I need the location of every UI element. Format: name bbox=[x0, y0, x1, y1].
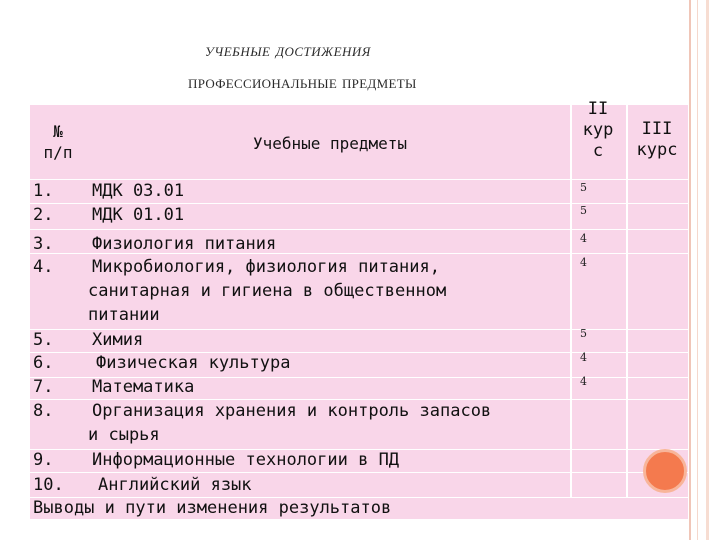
subject-name-continued: санитарная и гигиена в общественном bbox=[88, 281, 447, 301]
subject-name-continued: питании bbox=[88, 305, 160, 325]
subject-name-continued: и сырья bbox=[88, 425, 160, 445]
row-number: 8. bbox=[33, 401, 54, 421]
subject-name: Английский язык bbox=[98, 475, 252, 495]
orange-circle-decoration bbox=[643, 449, 687, 493]
column-divider bbox=[626, 105, 628, 497]
subject-name: Химия bbox=[92, 330, 144, 350]
subject-name: Физиология питания bbox=[92, 234, 277, 254]
row-number: 2. bbox=[33, 205, 54, 225]
grade-course-ii: 5 bbox=[580, 181, 587, 194]
grade-course-ii: 4 bbox=[580, 351, 587, 364]
row-number: 3. bbox=[33, 234, 54, 254]
row-number: 5. bbox=[33, 330, 54, 350]
subject-name: Информационные технологии в ПД bbox=[92, 450, 400, 470]
header-number: № п/п bbox=[43, 122, 73, 162]
subject-name: Организация хранения и контроль запасов bbox=[92, 401, 492, 421]
row-divider bbox=[30, 229, 688, 230]
subject-name: Микробиология, физиология питания, bbox=[92, 257, 440, 277]
grade-course-ii: 5 bbox=[580, 204, 587, 217]
row-number: 10. bbox=[33, 475, 64, 495]
row-number: 9. bbox=[33, 450, 54, 470]
column-divider bbox=[570, 105, 572, 497]
row-number: 4. bbox=[33, 257, 54, 277]
row-number: 1. bbox=[33, 181, 54, 201]
slide-title: учебные достижения bbox=[205, 40, 371, 61]
header-course-ii: II кур с bbox=[582, 99, 614, 161]
grade-course-ii: 4 bbox=[580, 232, 587, 245]
table-footer: Выводы и пути изменения результатов bbox=[33, 498, 392, 518]
subject-name: Математика bbox=[92, 377, 195, 397]
row-number: 6. bbox=[33, 353, 54, 373]
header-subjects: Учебные предметы bbox=[252, 134, 408, 153]
grade-course-ii: 4 bbox=[580, 256, 587, 269]
slide-subtitle: профессиональные предметы bbox=[188, 72, 417, 92]
row-number: 7. bbox=[33, 377, 54, 397]
subject-name: МДК 01.01 bbox=[92, 205, 185, 225]
header-course-iii: III курс bbox=[636, 119, 678, 160]
subject-name: Физическая культура bbox=[96, 353, 291, 373]
subject-name: МДК 03.01 bbox=[92, 181, 185, 201]
grade-course-ii: 5 bbox=[580, 327, 587, 340]
grades-table bbox=[30, 99, 688, 519]
grade-course-ii: 4 bbox=[580, 375, 587, 388]
